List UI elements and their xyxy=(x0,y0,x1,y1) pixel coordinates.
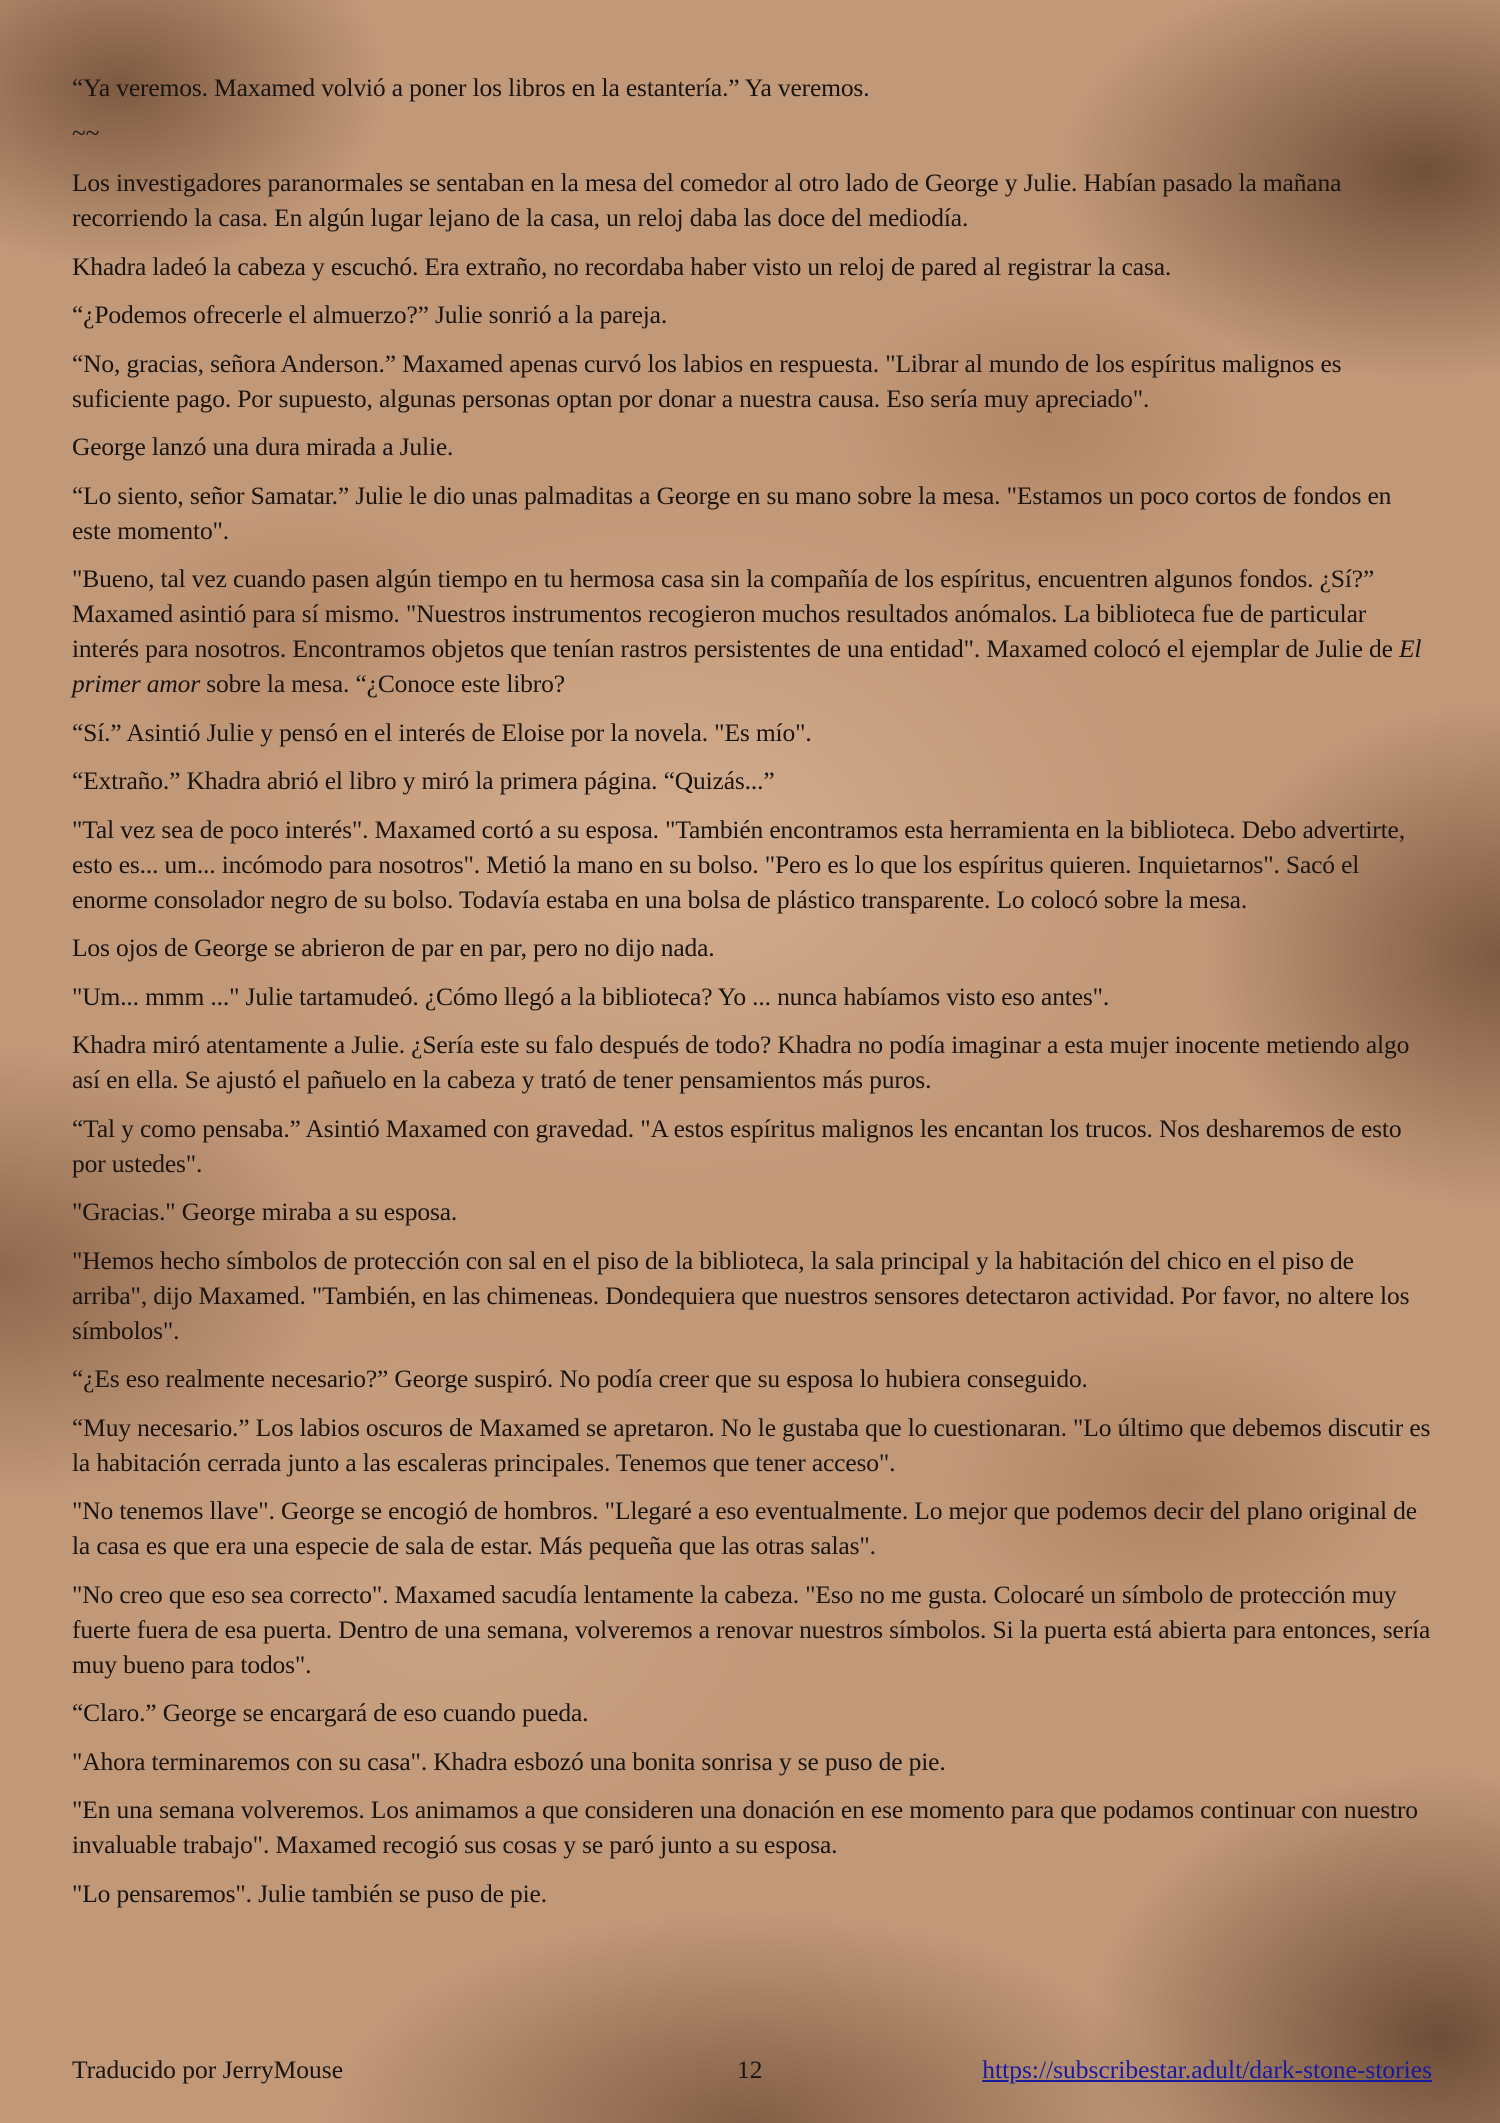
subscribestar-link[interactable]: https://subscribestar.adult/dark-stone-stories xyxy=(982,2055,1432,2084)
paragraph: “¿Podemos ofrecerle el almuerzo?” Julie sonrió a la pareja. xyxy=(72,300,668,329)
scene-separator: ~~ xyxy=(72,118,100,147)
paragraph: “Ya veremos. Maxamed volvió a poner los libros en la estantería.” Ya veremos. xyxy=(72,73,870,102)
paragraph: Khadra ladeó la cabeza y escuchó. Era extraño, no recordaba haber visto un reloj de pared al registrar la casa. xyxy=(72,251,1172,281)
paragraph: George lanzó una dura mirada a Julie. xyxy=(72,432,454,461)
paragraph: "No tenemos llave". George se encogió de hombros. "Llegaré a eso eventualmente. Lo mejor que podemos decir del plano original de la casa es que era una especie de sala de estar. Más pequeña que las otras salas". xyxy=(72,1496,1417,1560)
paragraph: “Lo siento, señor Samatar.” Julie le dio unas palmaditas a George en su mano sobre la mesa. "Estamos un poco cortos de fondos en este momento". xyxy=(72,480,1392,545)
paragraph: "Gracias." George miraba a su esposa. xyxy=(72,1197,458,1226)
page-number: 12 xyxy=(737,2055,763,2084)
paragraph: "No creo que eso sea correcto". Maxamed sacudía lentamente la cabeza. "Eso no me gusta. Colocaré un símbolo de protección muy fuerte fuera de esa puerta. Dentro de una semana, volveremos a renovar nuestros símbolos. Si la puerta está abierta para entonces, sería muy bueno para todos". xyxy=(72,1579,1431,1679)
document-body xyxy=(72,70,1432,1924)
paragraph: Khadra miró atentamente a Julie. ¿Sería este su falo después de todo? Khadra no podía imaginar a esta mujer inocente metiendo algo así en ella. Se ajustó el pañuelo en la cabeza y trató de tener pensamientos más puros. xyxy=(72,1030,1410,1094)
paragraph xyxy=(72,561,1432,701)
paragraph: “Sí.” Asintió Julie y pensó en el interés de Eloise por la novela. "Es mío". xyxy=(72,717,812,747)
book-title: El primer amor xyxy=(72,634,1422,698)
paragraph: Los investigadores paranormales se sentaban en la mesa del comedor al otro lado de George y Julie. Habían pasado la mañana recorriendo la casa. En algún lugar lejano de la casa, un reloj daba las doce del mediodía. xyxy=(72,168,1342,232)
paragraph: “Claro.” George se encargará de eso cuando pueda. xyxy=(72,1698,589,1727)
translator-credit: Traducido por JerryMouse xyxy=(72,2055,344,2084)
paragraph-text: sobre la mesa. “¿Conoce este libro? xyxy=(199,669,565,698)
paragraph: "Tal vez sea de poco interés". Maxamed cortó a su esposa. "También encontramos esta herramienta en la biblioteca. Debo advertirte, esto es... um... incómodo para nosotros". Metió la mano en su bolso. "Pero es lo que los espíritus quieren. Inquietarnos". Sacó el enorme consolador negro de su bolso. Todavía estaba en una bolsa de plástico transparente. Lo colocó sobre la mesa. xyxy=(72,814,1405,914)
paragraph: “Tal y como pensaba.” Asintió Maxamed con gravedad. "A estos espíritus malignos les encantan los trucos. Nos desharemos de esto por ustedes". xyxy=(72,1113,1402,1178)
paragraph: "Um... mmm ..." Julie tartamudeó. ¿Cómo llegó a la biblioteca? Yo ... nunca habíamos visto eso antes". xyxy=(72,981,1110,1011)
paragraph-text: "Bueno, tal vez cuando pasen algún tiempo en tu hermosa casa sin la compañía de los espíritus, encuentren algunos fondos. ¿Sí?” Maxamed asintió para sí mismo. "Nuestros instrumentos recogieron muchos resultados anómalos. La biblioteca fue de particular interés para nosotros. Encontramos objetos que tenían rastros persistentes de una entidad". Maxamed colocó el ejemplar de Julie de xyxy=(72,564,1399,663)
paragraph: "Ahora terminaremos con su casa". Khadra esbozó una bonita sonrisa y se puso de pie. xyxy=(72,1746,946,1776)
page-footer xyxy=(72,2052,1432,2088)
paragraph: “Muy necesario.” Los labios oscuros de Maxamed se apretaron. No le gustaba que lo cuestionaran. "Lo último que debemos discutir es la habitación cerrada junto a las escaleras principales. Tenemos que tener acceso". xyxy=(72,1412,1431,1477)
paragraph: “¿Es eso realmente necesario?” George suspiró. No podía creer que su esposa lo hubiera conseguido. xyxy=(72,1364,1088,1393)
paragraph: Los ojos de George se abrieron de par en par, pero no dijo nada. xyxy=(72,933,715,962)
paragraph: "Hemos hecho símbolos de protección con sal en el piso de la biblioteca, la sala principal y la habitación del chico en el piso de arriba", dijo Maxamed. "También, en las chimeneas. Dondequiera que nuestros sensores detectaron actividad. Por favor, no altere los símbolos". xyxy=(72,1245,1410,1345)
paragraph: "Lo pensaremos". Julie también se puso de pie. xyxy=(72,1878,547,1908)
paragraph: “No, gracias, señora Anderson.” Maxamed apenas curvó los labios en respuesta. "Librar al mundo de los espíritus malignos es suficiente pago. Por supuesto, algunas personas optan por donar a nuestra causa. Eso sería muy apreciado". xyxy=(72,348,1342,413)
paragraph: "En una semana volveremos. Los animamos a que consideren una donación en ese momento para que podamos continuar con nuestro invaluable trabajo". Maxamed recogió sus cosas y se paró junto a su esposa. xyxy=(72,1795,1418,1859)
paragraph: “Extraño.” Khadra abrió el libro y miró la primera página. “Quizás...” xyxy=(72,766,775,795)
